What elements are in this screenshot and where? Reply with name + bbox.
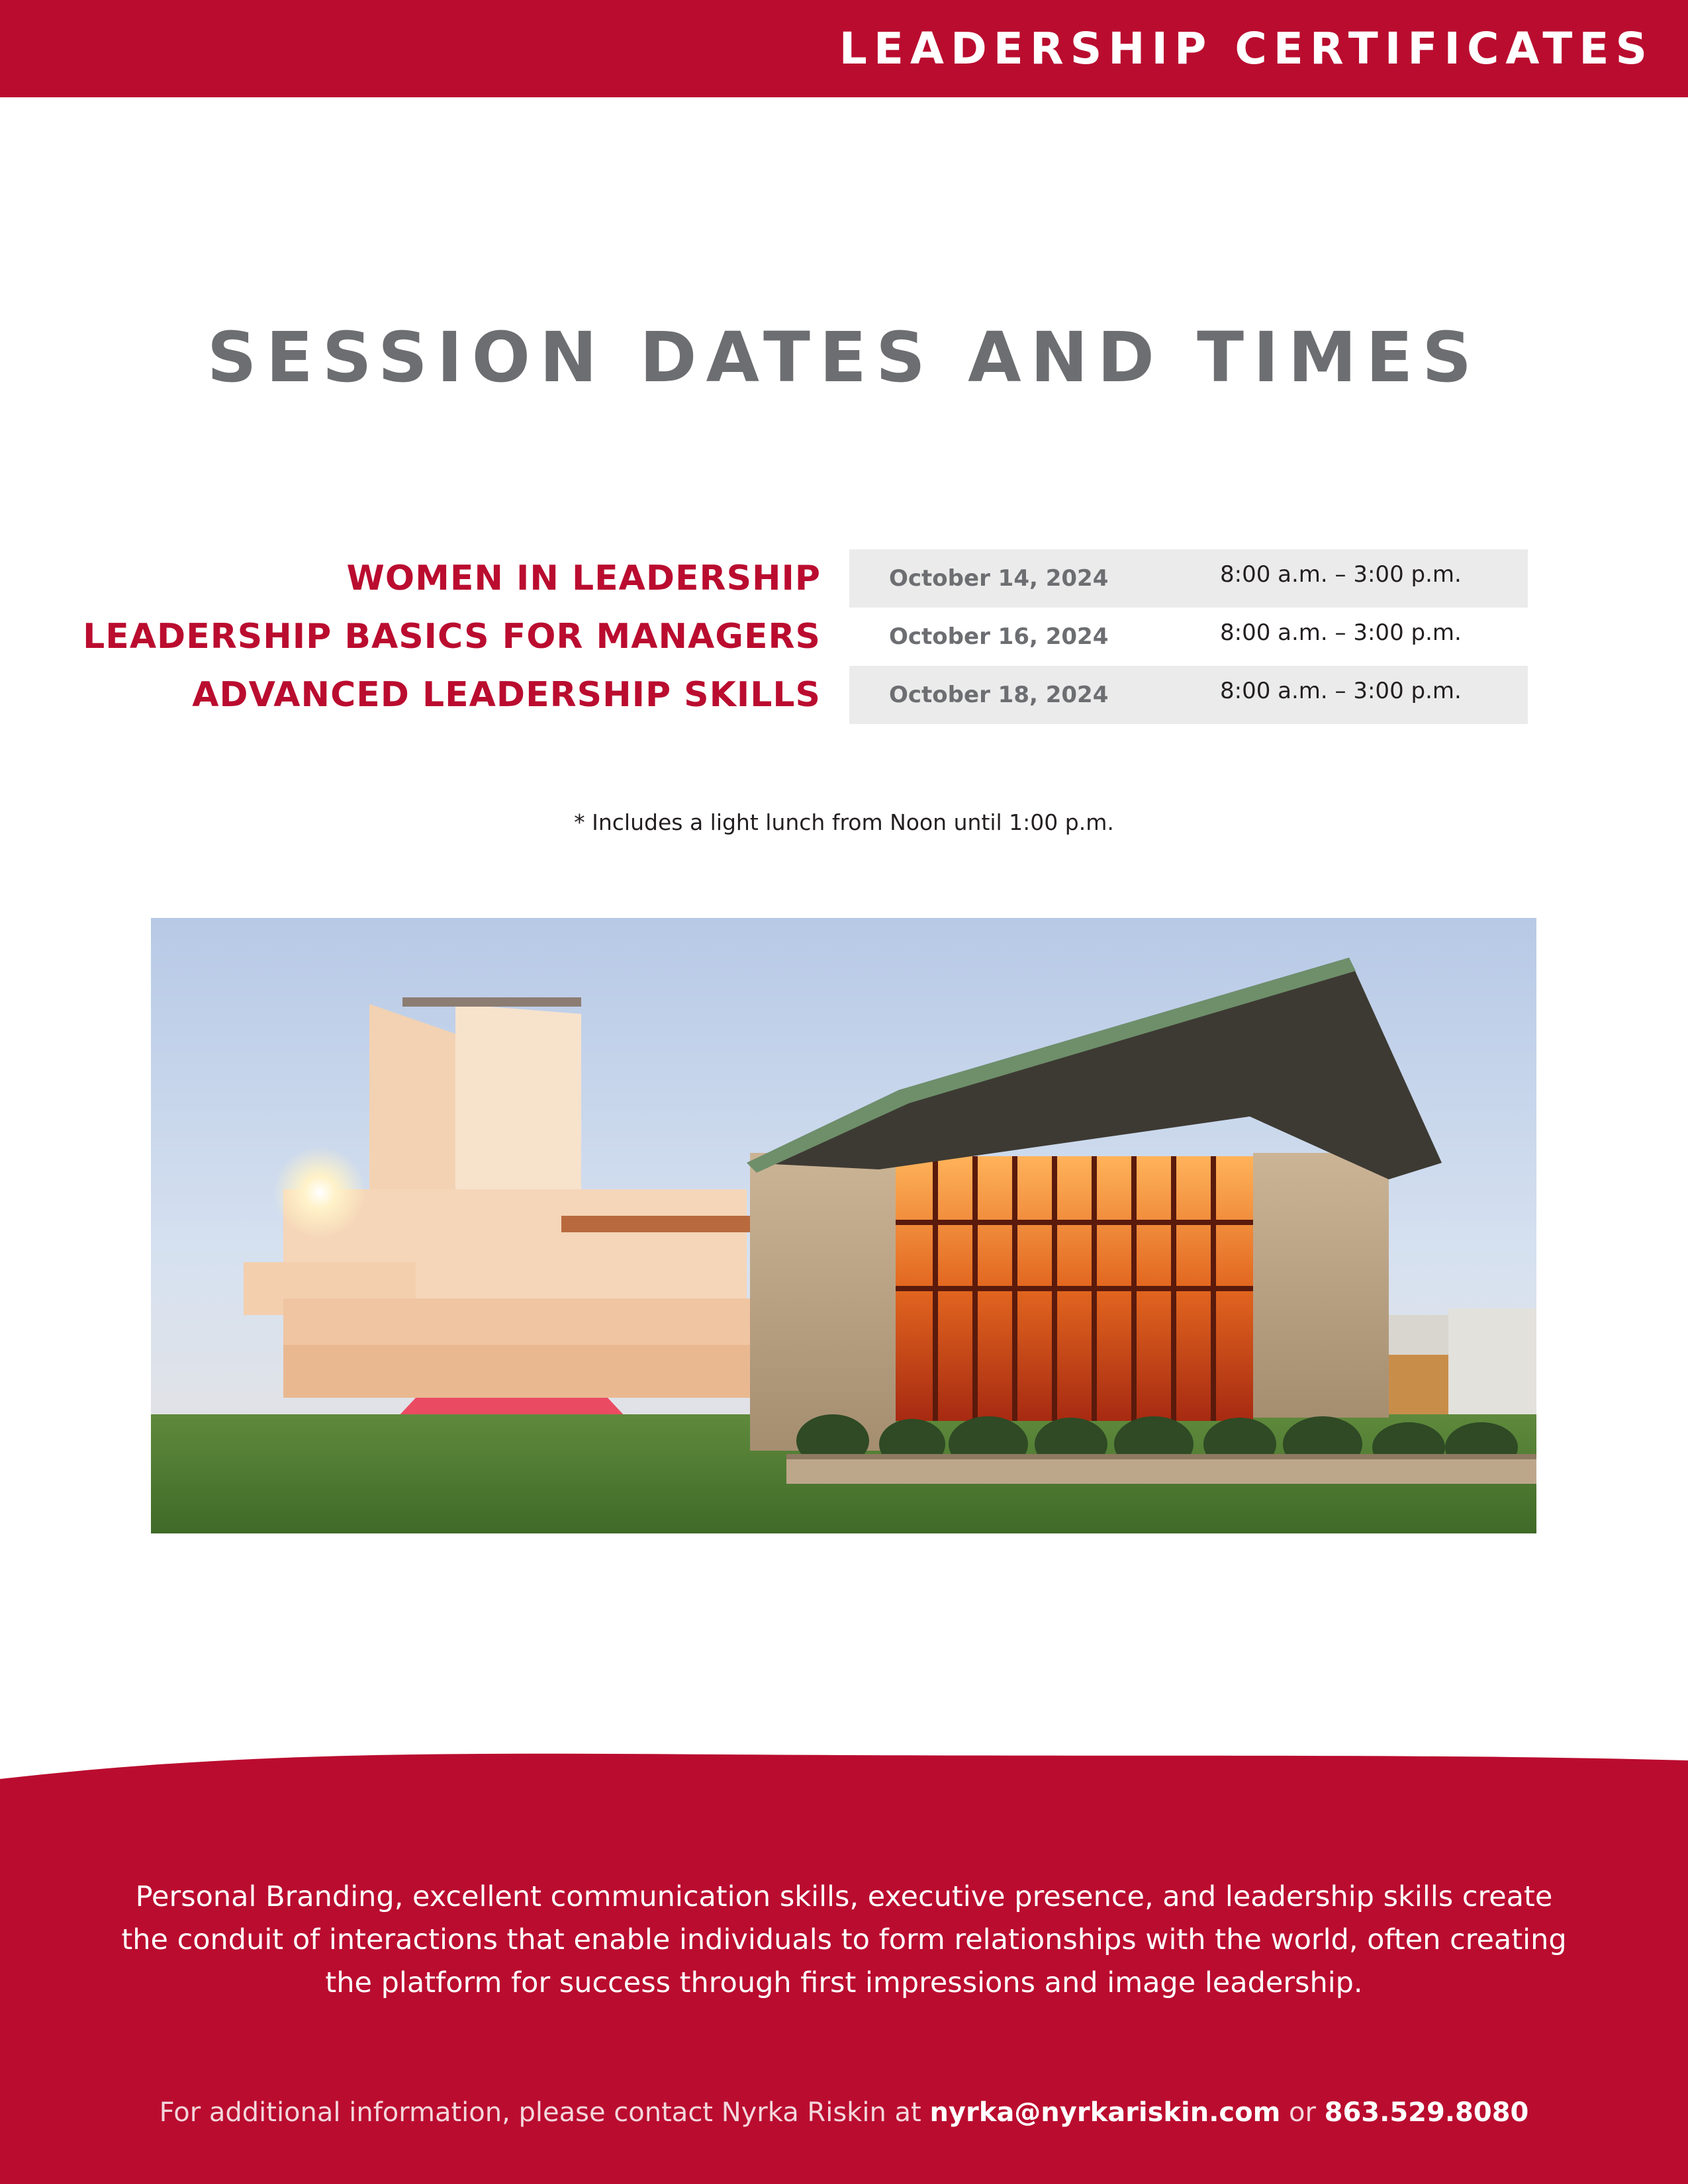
contact-line [0,2094,1688,2131]
session-date: October 14, 2024 [889,565,1109,592]
session-name-leadership-basics: LEADERSHIP BASICS FOR MANAGERS [83,617,821,657]
header-band [0,0,1688,97]
session-name-advanced-skills: ADVANCED LEADERSHIP SKILLS [192,675,821,715]
lunch-note: * Includes a light lunch from Noon until 1:00 p.m. [574,809,1114,835]
page-title: SESSION DATES AND TIMES [207,317,1481,398]
session-name-list [66,549,821,724]
session-time: 8:00 a.m. – 3:00 p.m. [1220,619,1462,646]
table-row [849,608,1528,666]
session-name-women-in-leadership: WOMEN IN LEADERSHIP [346,559,821,598]
session-time: 8:00 a.m. – 3:00 p.m. [1220,561,1462,588]
table-row [849,666,1528,724]
session-date: October 18, 2024 [889,682,1109,708]
contact-prefix: For additional information, please contact Nyrka Riskin at [159,2097,930,2128]
session-date: October 16, 2024 [889,623,1109,650]
footer-description: Personal Branding, excellent communication skills, executive presence, and leadership skills create the conduit of interactions that enable individuals to form relationships with the world, often creating the platform for success through first impressions and image leadership. [121,1880,1567,1999]
campus-building-photo [151,918,1536,1533]
contact-phone[interactable]: 863.529.8080 [1324,2097,1529,2128]
contact-separator: or [1280,2097,1325,2128]
session-time: 8:00 a.m. – 3:00 p.m. [1220,678,1462,704]
contact-email-link[interactable]: nyrka@nyrkariskin.com [929,2097,1281,2128]
session-schedule-table [849,549,1528,724]
header-title: LEADERSHIP CERTIFICATES [839,23,1654,74]
table-row [849,549,1528,608]
